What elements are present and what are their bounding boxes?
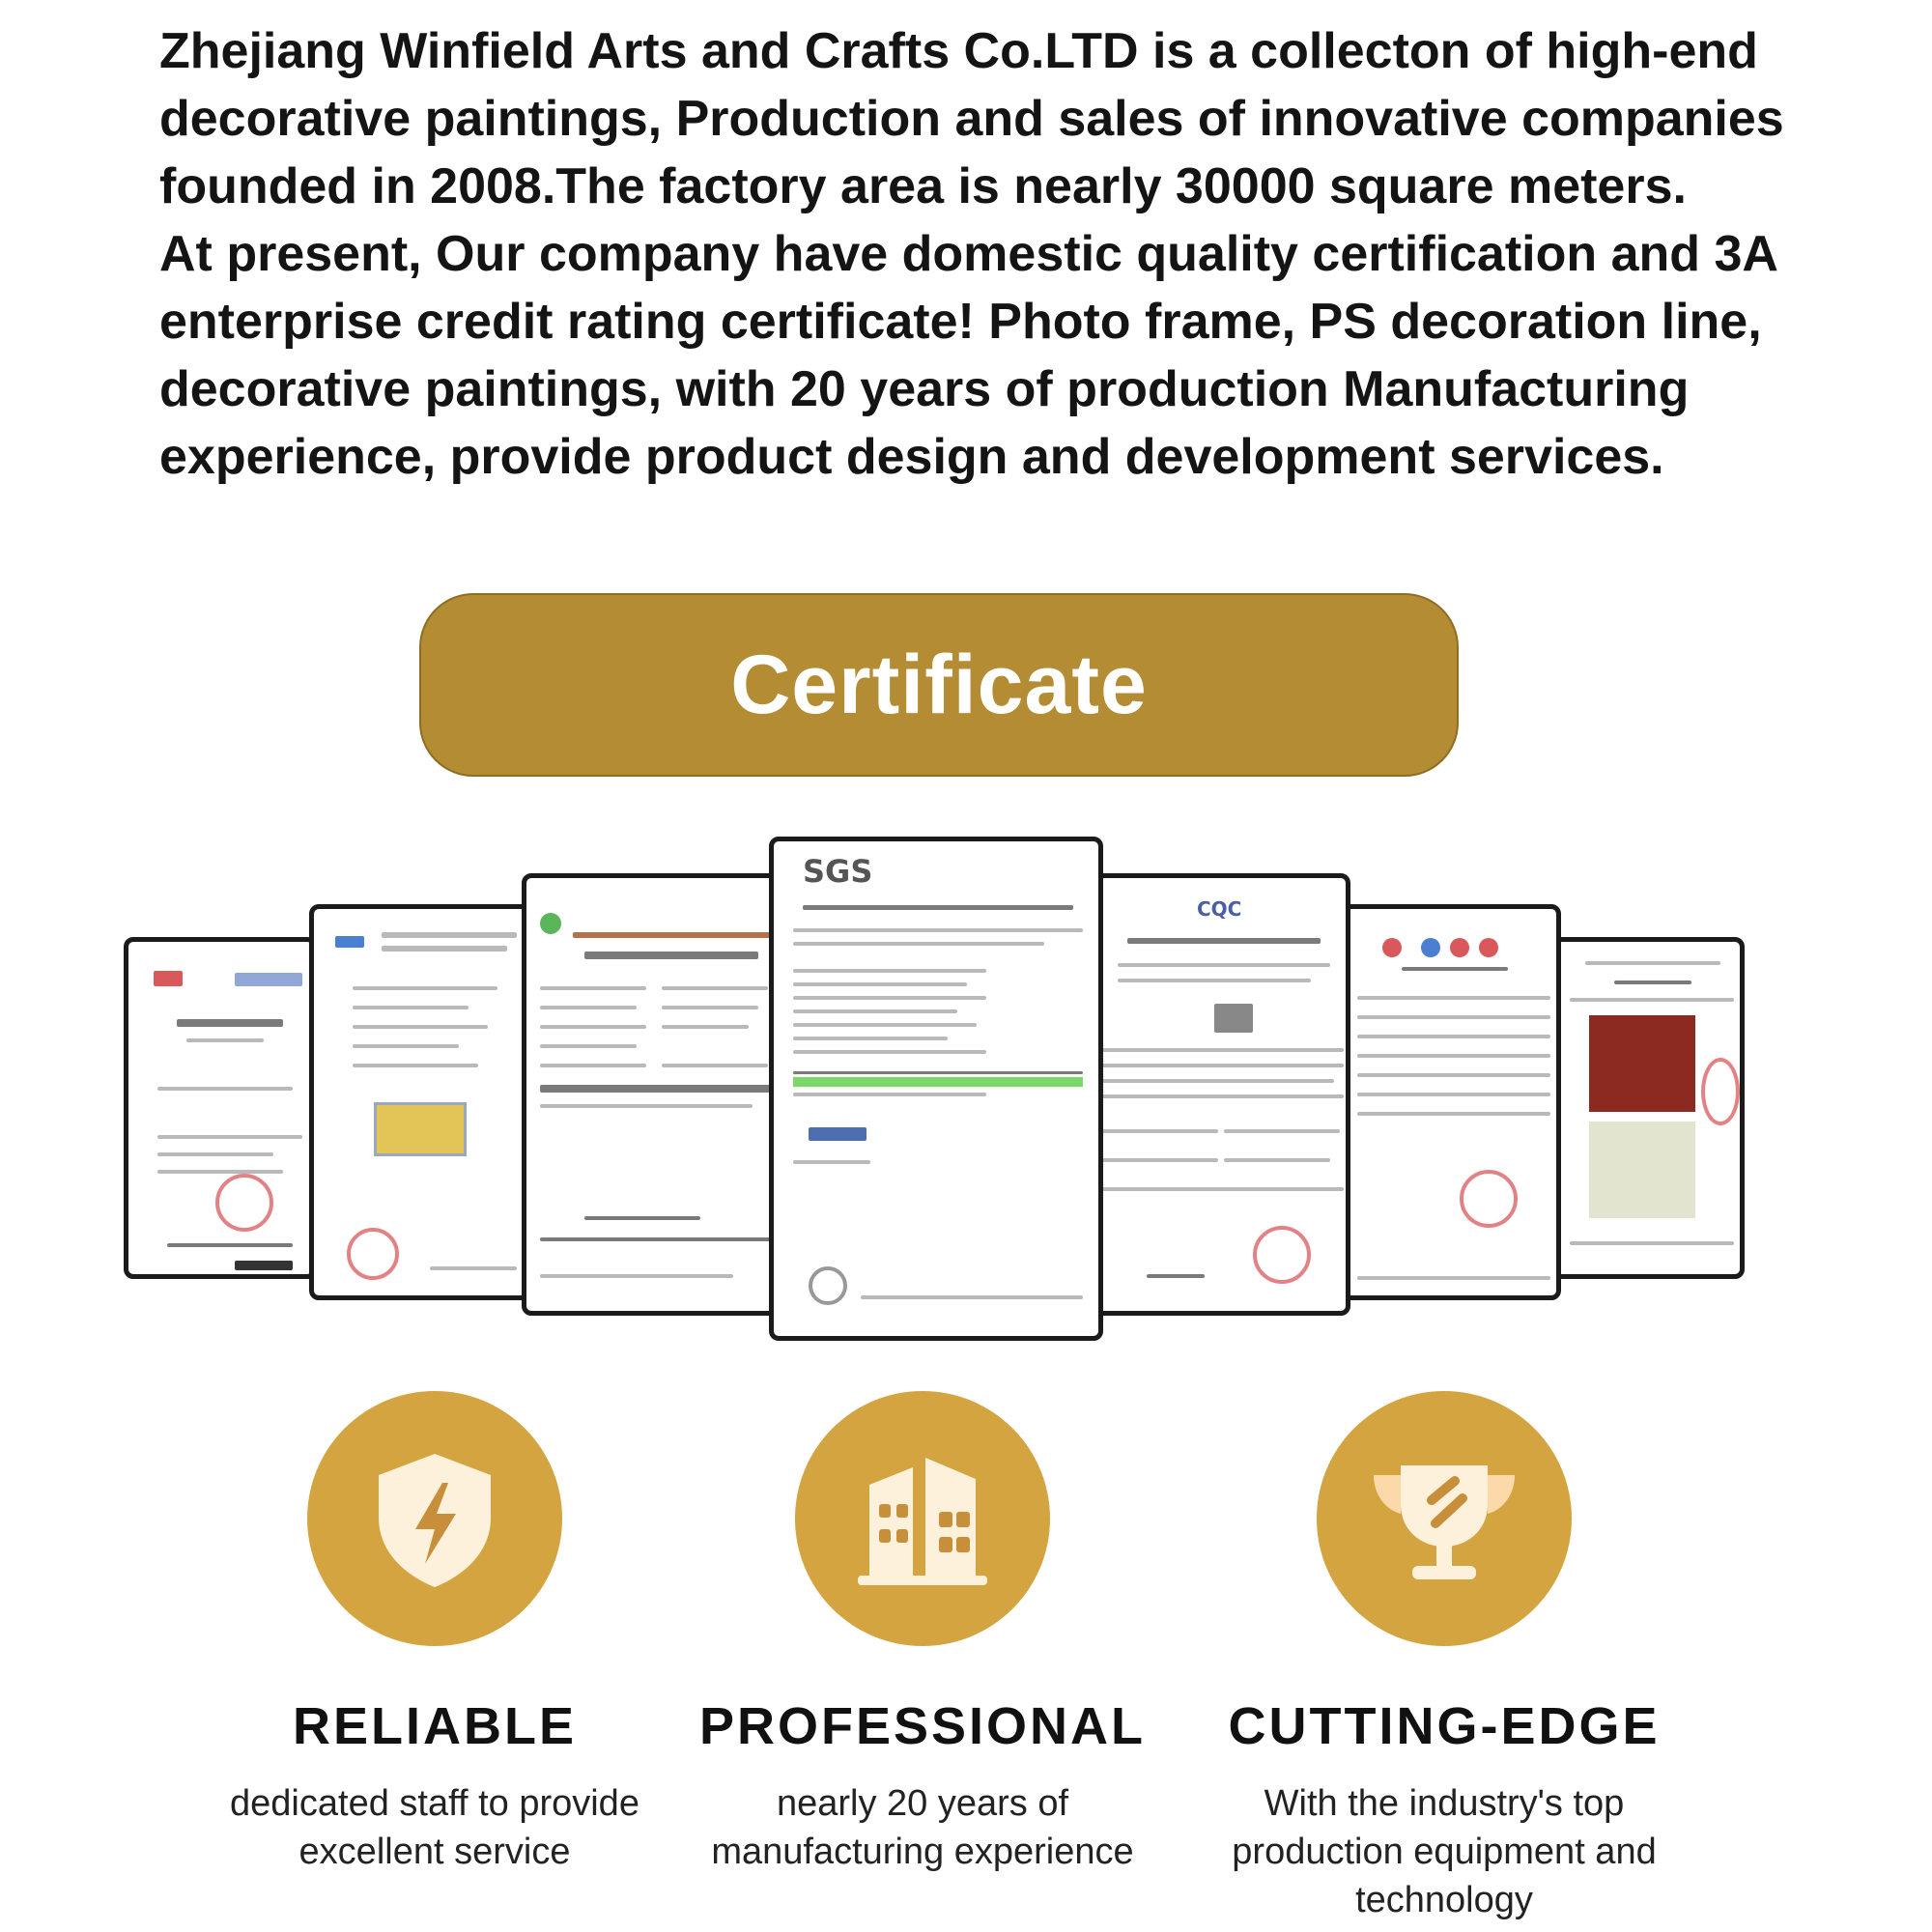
certificate-banner: [419, 593, 1459, 777]
cqc-logo: CQC: [1197, 897, 1242, 921]
feature-reliable: [193, 1391, 676, 1876]
feature-description: nearly 20 years of manufacturing experience: [711, 1783, 1134, 1872]
company-intro: [159, 17, 1802, 491]
feature-title: PROFESSIONAL: [698, 1697, 1147, 1755]
certificate-doc-5: [1084, 873, 1350, 1316]
professional-badge: [795, 1391, 1050, 1646]
feature-description: With the industry's top production equipment and technology: [1232, 1783, 1657, 1920]
sgs-logo: SGS: [803, 853, 873, 890]
shield-lightning-icon: [367, 1446, 502, 1591]
intro-paragraph-2: At present, Our company have domestic quality certification and 3A enterprise credit rating certificate! Photo frame, PS decoration line, decorative paintings, with 20 years of production Manufacturing experience, provide product design and development services.: [159, 226, 1777, 485]
certificate-doc-7: [1551, 937, 1745, 1279]
reliable-badge: [307, 1391, 562, 1646]
features-section: [0, 1391, 1932, 1932]
certificate-doc-1: [124, 937, 317, 1279]
trophy-icon: [1362, 1446, 1526, 1591]
certificate-doc-2: [309, 904, 531, 1300]
feature-title: RELIABLE: [293, 1697, 577, 1755]
certificate-banner-label: Certificate: [730, 638, 1148, 731]
certificate-doc-sgs: [769, 837, 1103, 1341]
buildings-icon: [850, 1446, 995, 1591]
feature-title: CUTTING-EDGE: [1228, 1697, 1661, 1755]
feature-description: dedicated staff to provide excellent service: [230, 1783, 639, 1872]
feature-professional: [681, 1391, 1164, 1876]
certificate-doc-3: [522, 873, 788, 1316]
intro-paragraph-1: Zhejiang Winfield Arts and Crafts Co.LTD is a collecton of high-end decorative paintings, Production and sales of innovative companies founded in 2008.The factory area is nearly 30000 square meters.: [159, 23, 1784, 214]
cutting-edge-badge: [1317, 1391, 1572, 1646]
certificate-doc-6: [1339, 904, 1561, 1300]
certificate-documents: [0, 831, 1932, 1333]
feature-cutting-edge: [1203, 1391, 1686, 1924]
